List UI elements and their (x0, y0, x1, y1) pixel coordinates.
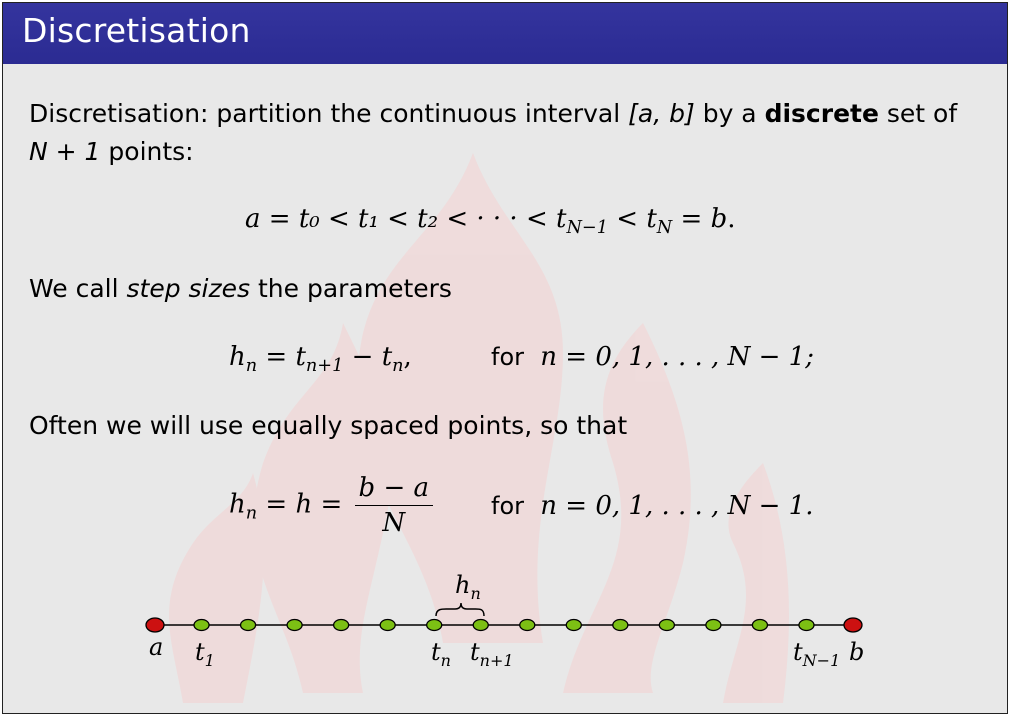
label-tn1: $t_{n+1}$ (470, 638, 514, 670)
step-size-paragraph (29, 270, 452, 308)
point-t1 (194, 620, 209, 631)
n-plus-one: N + 1 (29, 137, 101, 166)
for-text-2: for (491, 492, 524, 520)
point-t14 (799, 620, 814, 631)
fraction (355, 473, 433, 538)
slide (2, 2, 1008, 714)
label-t1: $t_1$ (195, 638, 215, 670)
for-text-1: for (491, 343, 524, 371)
point-t6 (427, 620, 442, 631)
step-tail: the parameters (250, 274, 452, 303)
intro-lead: Discretisation: partition the continuous interval (29, 99, 629, 128)
discrete-bold: discrete (764, 99, 879, 128)
h-label: $h_n$ (455, 571, 481, 603)
fraction-numerator: b − a (355, 473, 433, 506)
range-2: n = 0, 1, . . . , N − 1. (540, 491, 814, 521)
step-size-equation: $h_n = t_{n+1} - t_n$, (229, 342, 412, 377)
point-t5 (380, 620, 395, 631)
point-t2 (241, 620, 256, 631)
point-t12 (706, 620, 721, 631)
label-b: b (849, 638, 865, 666)
slide-title: Discretisation (22, 11, 251, 50)
point-b (844, 618, 862, 632)
title-bar (3, 3, 1007, 64)
uniform-step-equation: $h_n = h$ = $\frac{b - a}{N}$ (229, 473, 437, 538)
label-tn: $t_n$ (431, 638, 451, 670)
interval-text: [a, b] (628, 99, 695, 128)
step-sizes-em: step sizes (126, 274, 251, 303)
point-t13 (752, 620, 767, 631)
point-t3 (287, 620, 302, 631)
partition-equation: a = t₀ < t₁ < t₂ < · · · < $t_{N-1} < t_N = b$. (245, 204, 736, 239)
intro-line2-tail: points: (100, 137, 194, 166)
intro-tail: set of (878, 99, 958, 128)
intro-paragraph (29, 95, 979, 171)
label-tN1: $t_{N-1}$ (793, 638, 841, 670)
fraction-denominator: N (382, 508, 406, 538)
intro-mid: by a (694, 99, 765, 128)
point-t4 (334, 620, 349, 631)
point-t9 (566, 620, 581, 631)
discretisation-diagram (3, 563, 1008, 683)
step-size-range (491, 342, 814, 372)
eq1-body: a = t₀ < t₁ < t₂ < · · · < t (245, 204, 567, 234)
point-t11 (659, 620, 674, 631)
uniform-step-range (491, 491, 813, 521)
point-t8 (520, 620, 535, 631)
h-brace (436, 603, 484, 616)
step-lead: We call (29, 274, 127, 303)
range-1: n = 0, 1, . . . , N − 1; (540, 342, 814, 372)
label-a: a (149, 633, 164, 661)
point-a (146, 618, 164, 632)
equal-spacing-paragraph: Often we will use equally spaced points, so that (29, 411, 628, 440)
point-t10 (613, 620, 628, 631)
point-t7 (473, 620, 488, 631)
